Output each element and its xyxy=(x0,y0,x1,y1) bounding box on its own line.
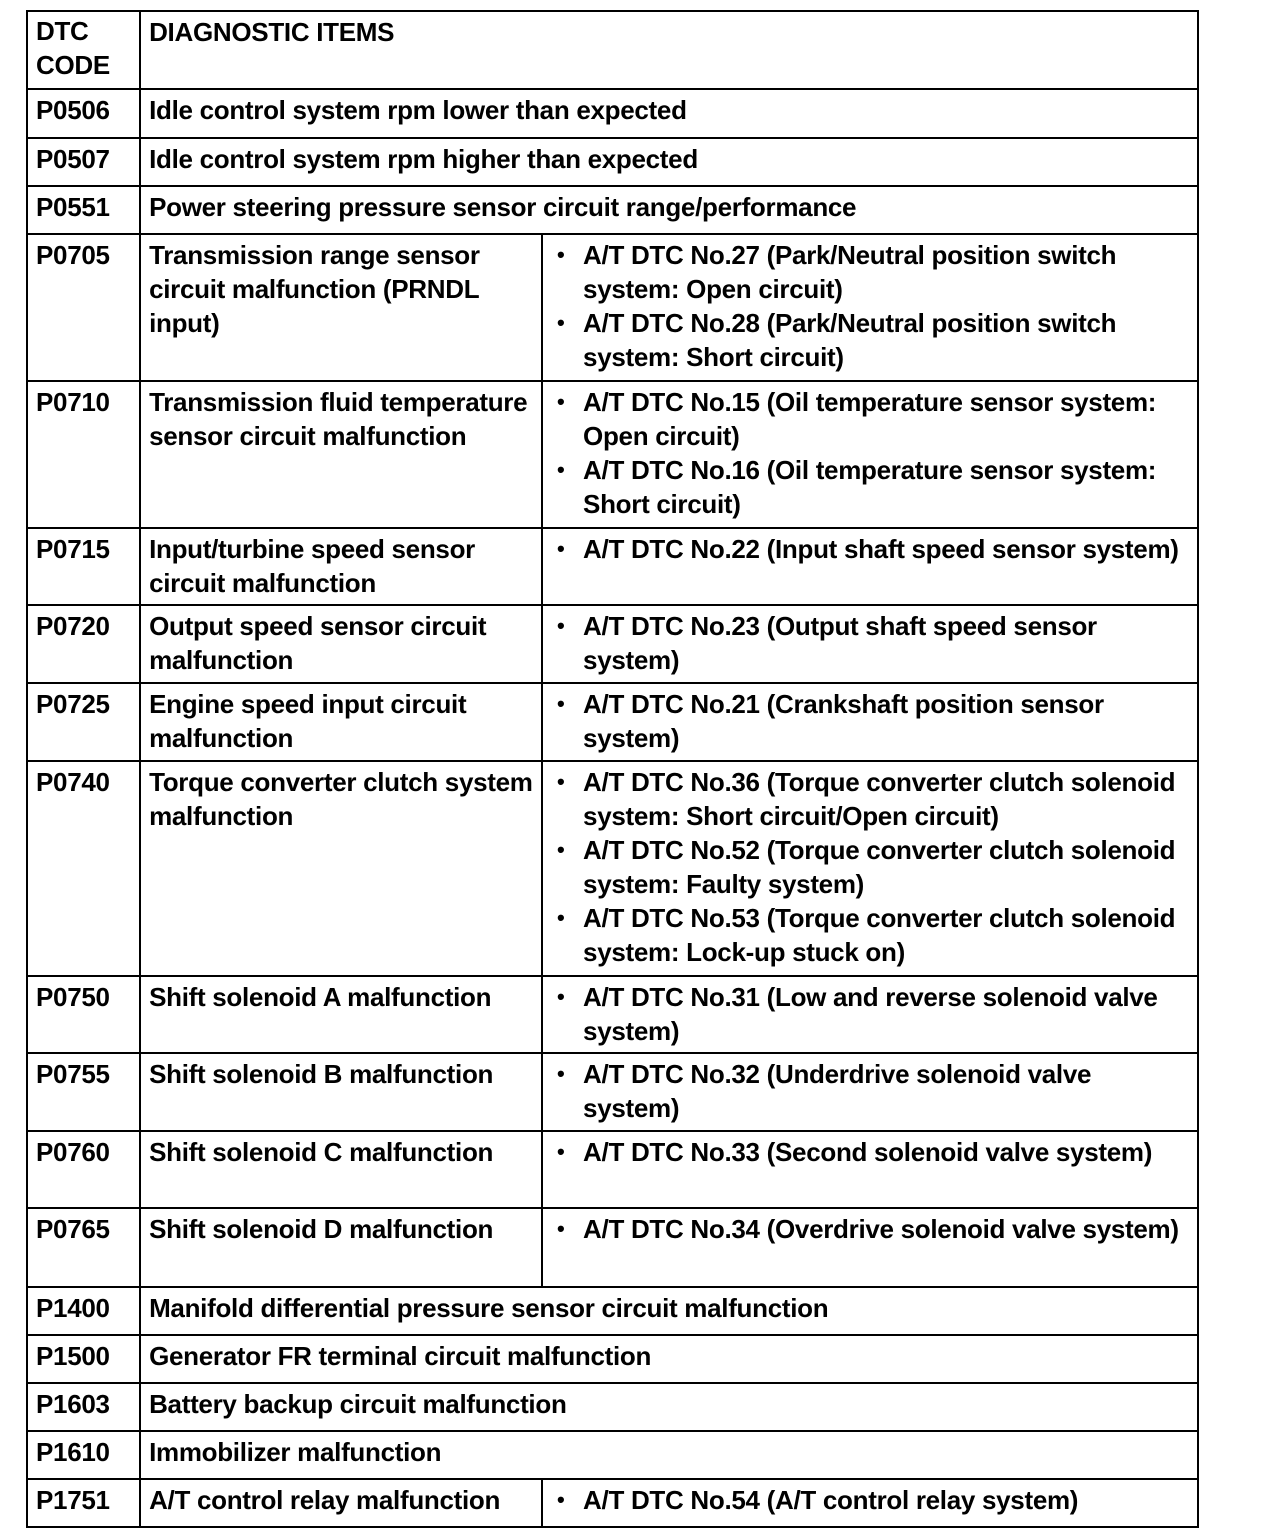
bullet-icon: • xyxy=(557,769,565,794)
at-dtc-text: A/T DTC No.53 (Torque converter clutch solenoid system: Lock-up stuck on) xyxy=(583,903,1176,967)
diagnostic-item-description: Battery backup circuit malfunction xyxy=(140,1383,1198,1431)
at-dtc-cell xyxy=(542,1053,1198,1131)
at-dtc-list xyxy=(547,532,1189,566)
diagnostic-item-description: Input/turbine speed sensor circuit malfunction xyxy=(140,528,542,605)
table-row xyxy=(27,234,1198,381)
table-row xyxy=(27,1431,1198,1479)
at-dtc-list-item xyxy=(547,453,1189,521)
table-body xyxy=(27,89,1198,1527)
dtc-code: P0715 xyxy=(36,534,110,564)
diagnostic-item-description: Immobilizer malfunction xyxy=(140,1431,1198,1479)
dtc-code-cell xyxy=(27,683,140,761)
table-row xyxy=(27,683,1198,761)
dtc-code-cell xyxy=(27,1431,140,1479)
at-dtc-text: A/T DTC No.32 (Underdrive solenoid valve system) xyxy=(583,1059,1092,1123)
diagnostic-item-description: Shift solenoid A malfunction xyxy=(140,976,542,1053)
bullet-icon: • xyxy=(557,905,565,930)
dtc-code-cell xyxy=(27,761,140,976)
at-dtc-list xyxy=(547,1483,1189,1517)
diagnostic-item-description: Power steering pressure sensor circuit range/performance xyxy=(140,186,1198,234)
at-dtc-cell xyxy=(542,234,1198,381)
at-dtc-list xyxy=(547,238,1189,374)
at-dtc-list-item xyxy=(547,980,1189,1048)
at-dtc-list-item xyxy=(547,1135,1189,1169)
dtc-code: P0725 xyxy=(36,689,110,719)
dtc-code-cell xyxy=(27,976,140,1053)
table-row xyxy=(27,1479,1198,1527)
table-row xyxy=(27,381,1198,528)
diagnostic-item-description: Generator FR terminal circuit malfunction xyxy=(140,1335,1198,1383)
dtc-code: P0710 xyxy=(36,387,110,417)
bullet-icon: • xyxy=(557,613,565,638)
at-dtc-list-item xyxy=(547,532,1189,566)
at-dtc-list xyxy=(547,765,1189,969)
at-dtc-text: A/T DTC No.16 (Oil temperature sensor system: Short circuit) xyxy=(583,455,1157,519)
dtc-code-cell xyxy=(27,186,140,234)
at-dtc-text: A/T DTC No.31 (Low and reverse solenoid valve system) xyxy=(583,982,1158,1046)
dtc-code-cell xyxy=(27,1053,140,1131)
at-dtc-text: A/T DTC No.33 (Second solenoid valve system) xyxy=(583,1137,1153,1167)
at-dtc-list-item xyxy=(547,238,1189,306)
dtc-code: P0750 xyxy=(36,982,110,1012)
at-dtc-list xyxy=(547,609,1189,677)
dtc-code: P1500 xyxy=(36,1341,110,1371)
dtc-code: P1603 xyxy=(36,1389,110,1419)
at-dtc-list-item xyxy=(547,306,1189,374)
diagnostic-item-description: A/T control relay malfunction xyxy=(140,1479,542,1527)
dtc-code: P1400 xyxy=(36,1293,110,1323)
bullet-icon: • xyxy=(557,1487,565,1512)
dtc-code-cell xyxy=(27,1287,140,1335)
at-dtc-text: A/T DTC No.23 (Output shaft speed sensor system) xyxy=(583,611,1097,675)
at-dtc-text: A/T DTC No.28 (Park/Neutral position switch system: Short circuit) xyxy=(583,308,1117,372)
header-dtc-code: DTC CODE xyxy=(27,11,140,89)
dtc-code-cell xyxy=(27,605,140,683)
dtc-code-cell xyxy=(27,234,140,381)
dtc-code: P0506 xyxy=(36,95,110,125)
bullet-icon: • xyxy=(557,1061,565,1086)
diagnostic-item-description: Idle control system rpm lower than expected xyxy=(140,89,1198,138)
at-dtc-list-item xyxy=(547,901,1189,969)
diagnostic-item-description: Shift solenoid C malfunction xyxy=(140,1131,542,1208)
bullet-icon: • xyxy=(557,837,565,862)
dtc-code: P0551 xyxy=(36,192,110,222)
table-row xyxy=(27,1131,1198,1208)
at-dtc-list xyxy=(547,980,1189,1048)
bullet-icon: • xyxy=(557,457,565,482)
dtc-code: P0755 xyxy=(36,1059,110,1089)
dtc-code: P0507 xyxy=(36,144,110,174)
at-dtc-list xyxy=(547,1212,1189,1246)
at-dtc-list-item xyxy=(547,833,1189,901)
table-row xyxy=(27,186,1198,234)
at-dtc-cell xyxy=(542,605,1198,683)
dtc-code-cell xyxy=(27,1208,140,1287)
dtc-code-cell xyxy=(27,528,140,605)
at-dtc-text: A/T DTC No.54 (A/T control relay system) xyxy=(583,1485,1079,1515)
at-dtc-text: A/T DTC No.15 (Oil temperature sensor system: Open circuit) xyxy=(583,387,1157,451)
dtc-code: P0740 xyxy=(36,767,110,797)
table-row xyxy=(27,89,1198,138)
at-dtc-text: A/T DTC No.27 (Park/Neutral position switch system: Open circuit) xyxy=(583,240,1117,304)
at-dtc-list-item xyxy=(547,1483,1189,1517)
table-row xyxy=(27,1287,1198,1335)
at-dtc-text: A/T DTC No.21 (Crankshaft position sensor system) xyxy=(583,689,1104,753)
bullet-icon: • xyxy=(557,242,565,267)
table-row xyxy=(27,976,1198,1053)
dtc-code: P0765 xyxy=(36,1214,110,1244)
dtc-table xyxy=(26,10,1199,1528)
table-header-row xyxy=(27,11,1198,89)
at-dtc-cell xyxy=(542,761,1198,976)
table-row xyxy=(27,138,1198,186)
at-dtc-list-item xyxy=(547,385,1189,453)
at-dtc-list-item xyxy=(547,1057,1189,1125)
dtc-code-cell xyxy=(27,1479,140,1527)
diagnostic-item-description: Shift solenoid B malfunction xyxy=(140,1053,542,1131)
table-row xyxy=(27,1053,1198,1131)
table-row xyxy=(27,1208,1198,1287)
dtc-code-cell xyxy=(27,138,140,186)
at-dtc-cell xyxy=(542,381,1198,528)
at-dtc-cell xyxy=(542,1479,1198,1527)
table-row xyxy=(27,761,1198,976)
diagnostic-item-description: Manifold differential pressure sensor circuit malfunction xyxy=(140,1287,1198,1335)
dtc-code-cell xyxy=(27,89,140,138)
dtc-code: P1751 xyxy=(36,1485,110,1515)
table-row xyxy=(27,528,1198,605)
bullet-icon: • xyxy=(557,536,565,561)
bullet-icon: • xyxy=(557,691,565,716)
table-row xyxy=(27,1335,1198,1383)
header-diagnostic-items: DIAGNOSTIC ITEMS xyxy=(140,11,1198,89)
at-dtc-list-item xyxy=(547,687,1189,755)
at-dtc-list-item xyxy=(547,765,1189,833)
at-dtc-cell xyxy=(542,528,1198,605)
diagnostic-item-description: Transmission range sensor circuit malfunction (PRNDL input) xyxy=(140,234,542,381)
bullet-icon: • xyxy=(557,984,565,1009)
at-dtc-list xyxy=(547,687,1189,755)
dtc-code: P0720 xyxy=(36,611,110,641)
dtc-code: P0705 xyxy=(36,240,110,270)
at-dtc-list-item xyxy=(547,609,1189,677)
at-dtc-list xyxy=(547,385,1189,521)
dtc-code: P0760 xyxy=(36,1137,110,1167)
diagnostic-item-description: Shift solenoid D malfunction xyxy=(140,1208,542,1287)
dtc-code-cell xyxy=(27,1383,140,1431)
diagnostic-item-description: Engine speed input circuit malfunction xyxy=(140,683,542,761)
at-dtc-text: A/T DTC No.52 (Torque converter clutch solenoid system: Faulty system) xyxy=(583,835,1176,899)
table-row xyxy=(27,605,1198,683)
diagnostic-item-description: Idle control system rpm higher than expected xyxy=(140,138,1198,186)
at-dtc-list xyxy=(547,1135,1189,1169)
bullet-icon: • xyxy=(557,389,565,414)
table-row xyxy=(27,1383,1198,1431)
bullet-icon: • xyxy=(557,1216,565,1241)
at-dtc-cell xyxy=(542,1131,1198,1208)
dtc-code-cell xyxy=(27,381,140,528)
at-dtc-cell xyxy=(542,976,1198,1053)
diagnostic-item-description: Transmission fluid temperature sensor circuit malfunction xyxy=(140,381,542,528)
at-dtc-cell xyxy=(542,683,1198,761)
at-dtc-text: A/T DTC No.22 (Input shaft speed sensor system) xyxy=(583,534,1179,564)
dtc-code-cell xyxy=(27,1335,140,1383)
at-dtc-text: A/T DTC No.36 (Torque converter clutch solenoid system: Short circuit/Open circuit) xyxy=(583,767,1176,831)
at-dtc-cell xyxy=(542,1208,1198,1287)
bullet-icon: • xyxy=(557,1139,565,1164)
dtc-code-cell xyxy=(27,1131,140,1208)
at-dtc-text: A/T DTC No.34 (Overdrive solenoid valve system) xyxy=(583,1214,1179,1244)
at-dtc-list-item xyxy=(547,1212,1189,1246)
dtc-code: P1610 xyxy=(36,1437,110,1467)
diagnostic-item-description: Torque converter clutch system malfunction xyxy=(140,761,542,976)
at-dtc-list xyxy=(547,1057,1189,1125)
bullet-icon: • xyxy=(557,310,565,335)
diagnostic-item-description: Output speed sensor circuit malfunction xyxy=(140,605,542,683)
